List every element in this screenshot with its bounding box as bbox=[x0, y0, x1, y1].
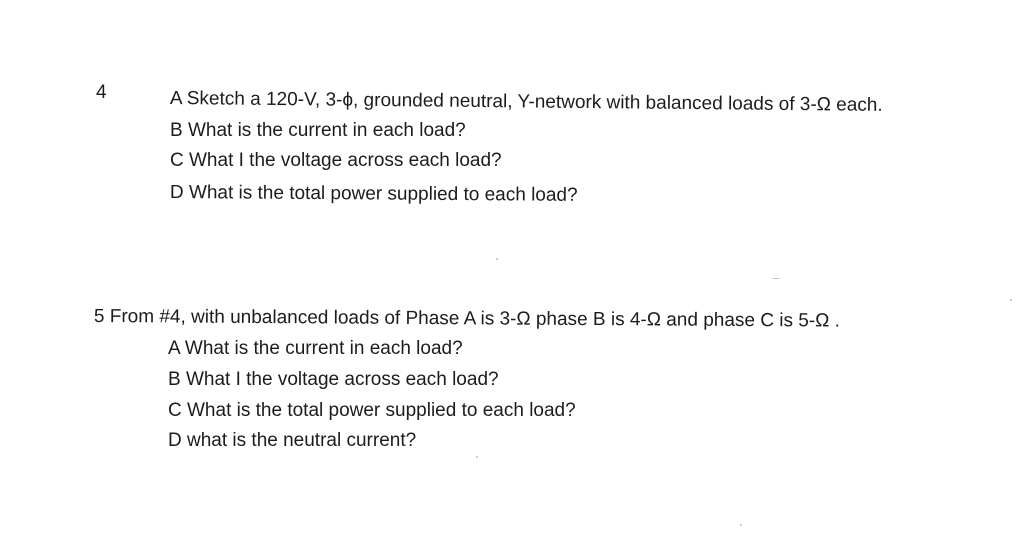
scan-speck bbox=[476, 456, 478, 458]
scan-speck bbox=[740, 524, 742, 526]
scan-speck bbox=[1010, 299, 1012, 301]
question-5-item-a: A What is the current in each load? bbox=[168, 338, 463, 359]
scan-speck bbox=[773, 278, 779, 279]
question-5-item-b: B What I the voltage across each load? bbox=[168, 369, 499, 390]
question-5-item-d: D what is the neutral current? bbox=[168, 430, 417, 451]
question-4-number: 4 bbox=[96, 82, 107, 103]
question-5-item-c: C What is the total power supplied to each load? bbox=[168, 400, 576, 421]
question-4-item-d: D What is the total power supplied to each load? bbox=[169, 182, 578, 206]
scan-speck bbox=[496, 258, 498, 260]
question-5-heading: 5 From #4, with unbalanced loads of Phase A is 3-Ω phase B is 4-Ω and phase C is 5-Ω . bbox=[93, 306, 841, 332]
question-4-item-b: B What is the current in each load? bbox=[170, 120, 466, 141]
question-4-item-a: A Sketch a 120-V, 3-ϕ, grounded neutral, Y-network with balanced loads of 3-Ω each. bbox=[169, 88, 883, 116]
question-4-item-c: C What I the voltage across each load? bbox=[170, 150, 502, 171]
